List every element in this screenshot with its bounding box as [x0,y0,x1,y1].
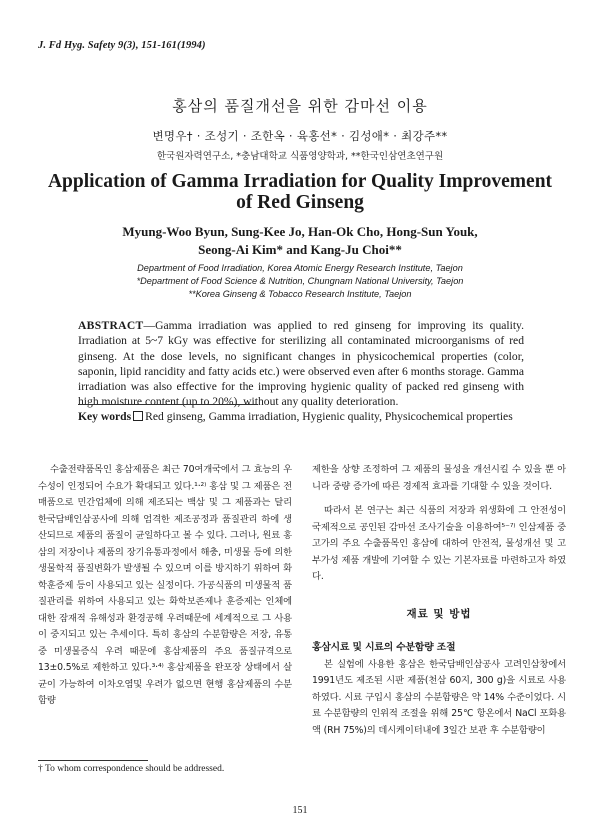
abstract [78,318,524,410]
english-affiliations [0,262,600,301]
abstract-heading: ABSTRACT [78,319,144,332]
abstract-text: Gamma irradiation was applied to red ginseng for improving its quality. Irradiation at 5~7 kGy was effective for sterilizing all contaminated microorganisms of red ginseng. At the dose levels, no significant changes in physicochemical properties (color, saponin, lipid rancidity and fatty acids etc.) were observed even after 6 months storage. Gamma irradiation was also effective for the improving hygienic quality of packed red ginseng with high moisture content (up to 20%), without any quality deterioration. [78,319,524,409]
section-heading: 재료 및 방법 [406,607,472,620]
keywords-heading: Key words [78,410,132,423]
english-title-line1: Application of Gamma Irradiation for Quality Improvement [47,171,553,192]
subsection-heading: 홍삼시료 및 시료의 수분함량 조절 [312,642,456,653]
body-paragraph-right-3: 본 실험에 사용한 홍삼은 한국담배인삼공사 고려인삼창에서 1991년도 제조된 시판 제품(천삼 60지, 300 g)을 시료로 사용하였다. 시료 구입시 홍삼의 수분함량은 약 14% 수준이었다. 시료 수분함량의 인위적 조절을 위해 25℃ 항온에서 NaCl 포화용액 (RH 75%)의 데시케이터내에 3일간 보관 후 수분함량이 [312,658,566,736]
affiliation-2: *Department of Food Science & Nutrition, Chungnam National University, Taejon [136,276,464,286]
english-title-line2: of Red Ginseng [236,192,364,213]
abstract-dash: — [143,319,156,332]
keywords [78,409,524,424]
korean-title: 홍삼의 품질개선을 위한 감마선 이용 [172,97,428,115]
footnote: † To whom correspondence should be addressed. [38,764,225,774]
body-paragraph-right-1: 제한을 상향 조정하여 그 제품의 물성을 개선시킬 수 있을 뿐 아니라 중량 증가에 따른 경제적 효과를 기대할 수 있을 것이다. [312,464,566,492]
abstract-rule [78,404,258,405]
english-title [0,171,600,213]
english-authors-line2: Seong-Ai Kim* and Kang-Ju Choi** [198,242,402,257]
body-paragraph-right-2: 따라서 본 연구는 최근 식품의 저장과 위생화에 그 안전성이 국제적으로 공인된 감마선 조사기술을 이용하여⁵⁻⁷⁾ 인삼제품 중 고가의 주요 수출품목인 홍삼에 대하여 안전적, 물성개선 및 고부가성 제품 개발에 기여할 수 있는 기본자료를 마련하고자 하였다. [312,505,566,582]
footnote-rule [38,760,148,761]
checkbox-square-icon [133,411,143,421]
body-column-left [38,462,292,710]
body-paragraph-left: 수출전략품목인 홍삼제품은 최근 70여개국에서 그 효능의 우수성이 인정되어 수요가 확대되고 있다.¹·²⁾ 홍삼 및 그 제품은 전매품으로 민간업체에 의해 제조되는 백삼 및 그 제품과는 달리 한국담배인삼공사에 의해 엄격한 제조공정과 품질관리 하에 생산되므로 제품의 품질이 균일하다고 볼 수 있다. 그러나, 원료 홍삼의 저장이나 제품의 장기유통과정에서 해충, 미생물 등에 의한 생물학적 품질변화가 발생될 수 있으며 이를 방지하기 위하여 화학훈증제 등이 사용되고 있는 실정이다. 가공식품의 미생물적 품질관리를 위하여 사용되고 있는 화학보존제나 훈증제는 인체에 대한 잠재적 유해성과 환경공해 우려때문에 세계적으로 그 사용이 중지되고 있는 추세이다. 특히 홍삼의 수분함량은 저장, 유통 중 미생물증식 우려 때문에 홍삼제품의 주요 품질규격으로 13±0.5%로 제한하고 있다.³·⁴⁾ 홍삼제품을 완포장 상태에서 살균이 가능하여 이차오염및 우려가 없으면 현행 홍삼제품의 수분함량 [38,464,292,706]
journal-citation: J. Fd Hyg. Safety 9(3), 151-161(1994) [38,40,206,51]
page-number: 151 [292,805,308,816]
english-authors-line1: Myung-Woo Byun, Sung-Kee Jo, Han-Ok Cho, Hong-Sun Youk, [122,224,478,239]
korean-affiliations: 한국원자력연구소, *충남대학교 식품영양학과, **한국인삼연초연구원 [156,151,444,162]
affiliation-1: Department of Food Irradiation, Korea Atomic Energy Research Institute, Taejon [137,263,463,273]
keywords-text: Red ginseng, Gamma irradiation, Hygienic quality, Physicochemical properties [145,410,513,423]
korean-authors: 변명우† · 조성기 · 조한옥 · 육홍선* · 김성애* · 최강주** [152,129,448,143]
affiliation-3: **Korea Ginseng & Tobacco Research Institute, Taejon [188,289,412,299]
body-column-right [312,462,566,739]
english-authors [0,223,600,259]
